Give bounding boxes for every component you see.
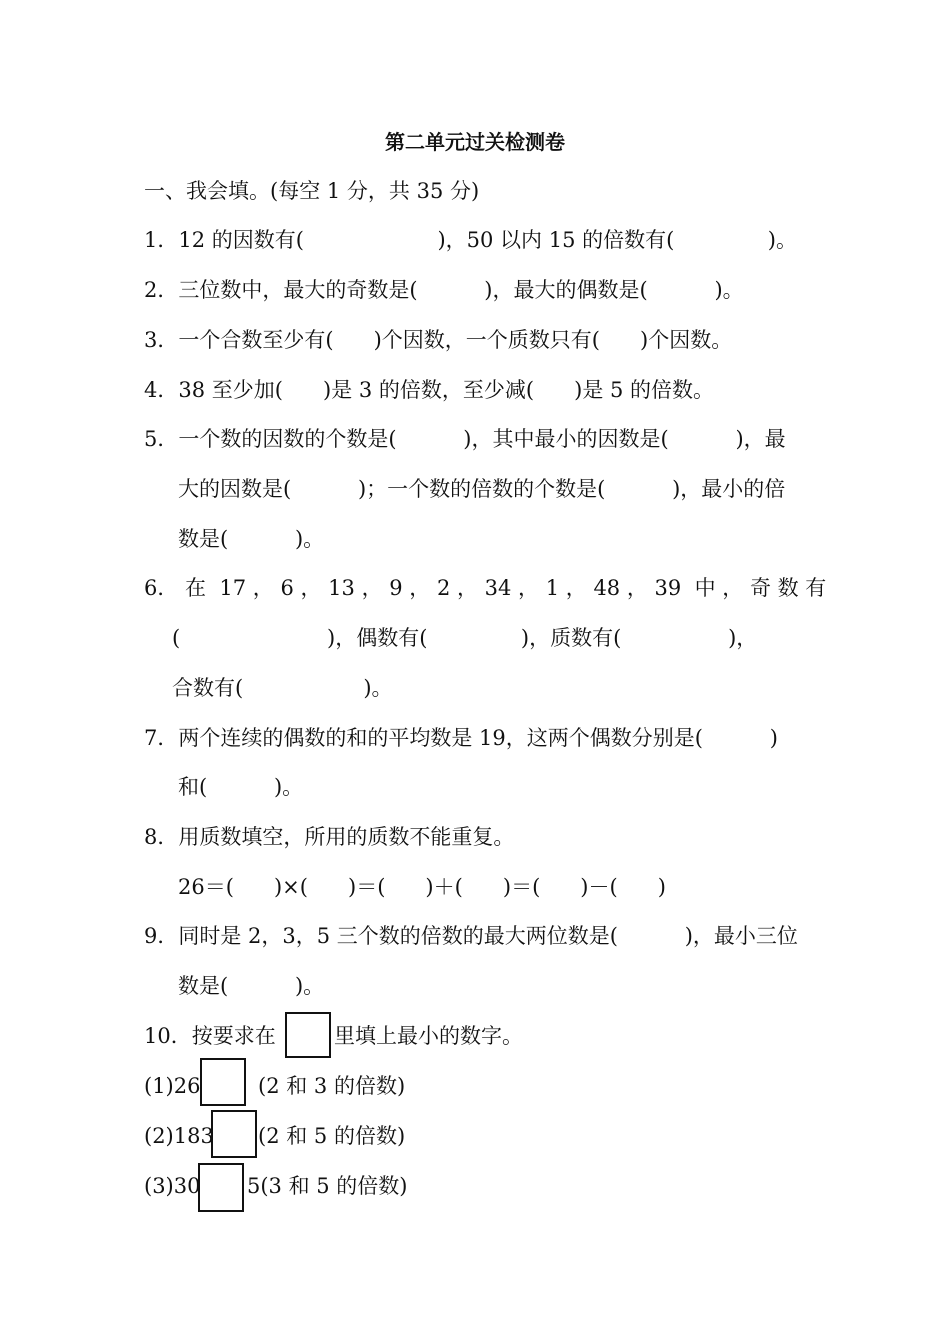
answer-box-2[interactable] <box>211 1110 257 1158</box>
answer-box <box>285 1012 331 1058</box>
question-3: 3．一个合数至少有( )个因数，一个质数只有( )个因数。 <box>144 328 733 352</box>
question-6-line-3: 合数有( )。 <box>172 676 393 700</box>
question-10-pre: 10．按要求在 <box>144 1024 276 1048</box>
section-heading: 一、我会填。(每空 1 分，共 35 分) <box>144 179 480 203</box>
question-9-line-2: 数是( )。 <box>178 974 325 998</box>
question-6-line-1: 6． 在 17 ， 6 ， 13 ， 9 ， 2 ， 34 ， 1 ， 48 ， 39 中 ， 奇 数 有 <box>144 576 827 600</box>
question-8-line-1: 8．用质数填空，所用的质数不能重复。 <box>144 825 515 849</box>
page-title: 第二单元过关检测卷 <box>385 130 565 154</box>
question-8-line-2: 26＝( )×( )＝( )＋( )＝( )－( ) <box>178 875 666 899</box>
question-7-line-2: 和( )。 <box>178 775 304 799</box>
question-10-1-post: (2 和 3 的倍数) <box>258 1074 406 1098</box>
question-1: 1．12 的因数有( )，50 以内 15 的倍数有( )。 <box>144 228 797 252</box>
question-7-line-1: 7．两个连续的偶数的和的平均数是 19，这两个偶数分别是( ) <box>144 726 778 750</box>
question-2: 2．三位数中，最大的奇数是( )，最大的偶数是( )。 <box>144 278 744 302</box>
question-5-line-3: 数是( )。 <box>178 527 325 551</box>
question-5-line-2: 大的因数是( )；一个数的倍数的个数是( )，最小的倍 <box>178 477 786 501</box>
answer-box-3[interactable] <box>198 1163 244 1212</box>
question-10-3-pre: (3)30 <box>144 1174 201 1198</box>
question-9-line-1: 9．同时是 2，3，5 三个数的倍数的最大两位数是( )，最小三位 <box>144 924 798 948</box>
question-4: 4．38 至少加( )是 3 的倍数，至少减( )是 5 的倍数。 <box>144 378 715 402</box>
question-10-3-post: 5(3 和 5 的倍数) <box>247 1174 408 1198</box>
question-10-2-pre: (2)183 <box>144 1124 214 1148</box>
answer-box-1[interactable] <box>200 1058 246 1106</box>
question-10-1-pre: (1)26 <box>144 1074 201 1098</box>
question-10-2-post: (2 和 5 的倍数) <box>258 1124 406 1148</box>
question-5-line-1: 5．一个数的因数的个数是( )，其中最小的因数是( )，最 <box>144 427 786 451</box>
question-6-line-2: ( )，偶数有( )，质数有( )， <box>172 626 758 650</box>
question-10-post: 里填上最小的数字。 <box>334 1024 523 1048</box>
